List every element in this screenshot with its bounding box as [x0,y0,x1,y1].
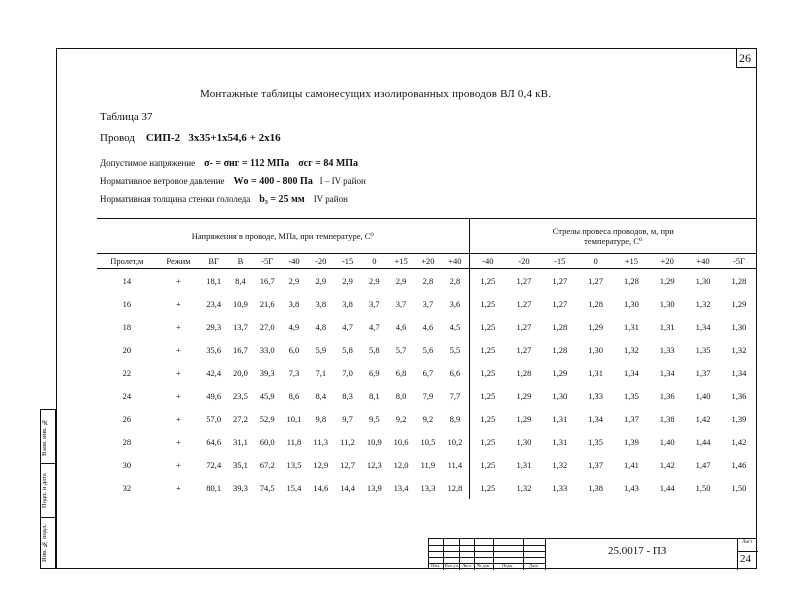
column-header: 0 [578,254,614,269]
table-cell: 1,38 [659,413,675,424]
table-cell: 3,8 [288,298,300,309]
table-cell: 1,31 [659,321,675,332]
table-cell: 74,5 [259,482,275,493]
column-header: -20 [506,254,542,269]
table-cell: 1,36 [731,390,747,401]
table-cell: 13,9 [366,482,382,493]
table-cell: 1,25 [469,338,506,361]
column-header: +20 [415,254,442,269]
table-cell: 1,34 [731,367,747,378]
table-cell: 1,30 [552,390,568,401]
table-cell: 52,9 [259,413,275,424]
table-cell: 3,6 [449,298,461,309]
stamp-label: Лист [462,563,472,568]
table-cell: 20 [122,344,132,355]
table-cell: 1,27 [516,298,532,309]
table-cell: 1,42 [659,459,675,470]
table-cell: 9,5 [369,413,380,424]
table-cell: 27,0 [259,321,275,332]
column-header: 0 [361,254,388,269]
table-cell: 1,44 [695,436,711,447]
table-cell: 1,34 [695,321,711,332]
table-cell: 1,25 [469,453,506,476]
column-header: В [227,254,254,269]
table-cell: 1,50 [731,482,747,493]
table-cell: 12,9 [313,459,329,470]
table-cell: 4,9 [288,321,300,332]
table-cell: 8,3 [342,390,353,401]
table-cell: 6,0 [288,344,300,355]
table-cell: 3,8 [315,298,327,309]
table-cell: + [176,413,181,424]
table-cell: 1,31 [623,321,639,332]
table-cell: 11,8 [286,436,302,447]
table-cell: 1,25 [469,315,506,338]
table-cell: 1,30 [695,275,711,286]
param-formula: σ- = σнг = 112 МПа [204,158,290,169]
table-cell: 21,6 [259,298,275,309]
table-cell: 8,4 [235,275,246,286]
wire-label: Провод [100,132,135,144]
table-cell: 1,28 [731,275,747,286]
table-cell: 1,39 [731,413,747,424]
table-cell: 2,9 [369,275,380,286]
wire-spec: 3х35+1х54,6 + 2х16 [188,132,281,144]
stamp-line [459,539,460,570]
table-cell: 1,27 [552,275,568,286]
table-cell: 1,25 [469,269,506,293]
table-cell: 14 [122,275,132,286]
group-header-stress-text: Напряжения в проводе, МПа, при температуре, С⁰ [191,231,374,241]
table-cell: 13,3 [420,482,436,493]
table-cell: 1,35 [695,344,711,355]
table-cell: 9,7 [342,413,353,424]
table-cell: 8,4 [315,390,327,401]
table-cell: 6,9 [369,367,380,378]
title-block [428,538,757,569]
table-cell: + [176,367,181,378]
param-extra: σсг = 84 МПа [298,158,359,169]
table-cell: 5,8 [369,344,380,355]
table-cell: 1,27 [516,275,532,286]
signature-sidebar [40,409,56,569]
column-header: ВГ [200,254,227,269]
sidebar-cell [41,410,55,464]
param-text: Нормативная толщина стенки гололеда [100,194,251,204]
table-cell: 1,32 [516,482,532,493]
table-cell: 39,3 [259,367,275,378]
table-cell: 8,6 [288,390,300,401]
table-cell: 1,25 [469,407,506,430]
table-row [97,315,757,338]
param-text: Допустимое напряжение [100,158,196,168]
stamp-line [737,539,738,570]
param-ice [100,194,348,205]
group-header-stress [97,219,469,254]
column-header: +40 [441,254,469,269]
table-row [97,384,757,407]
table-cell: 2,8 [422,275,434,286]
param-text: Нормативное ветровое давление [100,176,225,186]
column-header: Пролет,м [97,254,157,269]
column-header: -40 [281,254,308,269]
document-title: Монтажные таблицы самонесущих изолированных проводов ВЛ 0,4 кВ. [200,88,552,100]
table-cell: 45,9 [259,390,275,401]
table-cell: 35,1 [232,459,248,470]
stamp-label: № док. [477,563,491,568]
wire-type: СИП-2 [145,132,181,144]
table-cell: 4,6 [395,321,407,332]
table-cell: 39,3 [232,482,248,493]
table-row [97,430,757,453]
stamp-line [429,551,545,552]
sidebar-cell [41,518,55,568]
table-cell: 1,29 [731,298,747,309]
column-header: +20 [649,254,685,269]
param-formula: Wо = 400 - 800 Па [233,176,313,187]
table-cell: 12,8 [447,482,463,493]
table-cell: 1,32 [731,344,747,355]
table-row [97,476,757,499]
table-cell: 67,2 [259,459,275,470]
stamp-line [493,539,494,570]
table-cell: + [176,459,181,470]
table-cell: 1,34 [659,367,675,378]
table-cell: 2,9 [315,275,327,286]
table-cell: 23,5 [232,390,248,401]
table-cell: 2,9 [288,275,300,286]
table-cell: 3,7 [395,298,407,309]
table-cell: 2,9 [395,275,407,286]
table-cell: 1,25 [469,476,506,499]
table-cell: 2,8 [449,275,461,286]
table-cell: 12,3 [366,459,382,470]
stamp-line [429,545,545,546]
table-cell: 5,6 [422,344,434,355]
table-cell: 5,5 [449,344,461,355]
table-cell: 1,32 [552,459,568,470]
table-cell: 1,31 [516,459,532,470]
page-number: 26 [739,51,751,65]
sheet-number: 24 [740,553,751,565]
table-cell: 5,7 [395,344,407,355]
table-cell: 1,31 [552,436,568,447]
table-cell: 11,4 [447,459,463,470]
table-cell: + [176,298,181,309]
table-cell: 11,2 [340,436,355,447]
table-cell: 1,27 [552,298,568,309]
table-row [97,292,757,315]
stamp-label: Изм. [431,563,440,568]
table-label: Таблица 37 [100,111,153,123]
table-cell: 9,2 [395,413,407,424]
table-cell: 35,6 [206,344,222,355]
table-cell: 10,2 [447,436,463,447]
table-cell: 10,9 [232,298,248,309]
sidebar-cell [41,464,55,518]
table-cell: 23,4 [206,298,222,309]
table-cell: 1,27 [516,344,532,355]
column-header: -40 [469,254,506,269]
table-cell: + [176,390,181,401]
table-cell: 80,1 [206,482,222,493]
table-cell: 5,8 [342,344,353,355]
table-cell: 1,40 [659,436,675,447]
table-cell: 33,0 [259,344,275,355]
table-cell: 1,37 [623,413,639,424]
table-row [97,453,757,476]
table-row [97,338,757,361]
table-cell: 1,34 [623,367,639,378]
table-cell: 1,25 [469,361,506,384]
table-cell: 16,7 [232,344,248,355]
table-cell: 1,41 [623,459,639,470]
table-cell: 1,44 [659,482,675,493]
column-header: Режим [157,254,201,269]
table-cell: 1,29 [516,390,532,401]
column-header: -5Г [254,254,281,269]
table-cell: 10,9 [366,436,382,447]
table-cell: 1,27 [588,275,604,286]
stamp-label: Подп. [502,563,514,568]
table-cell: 31,1 [232,436,248,447]
table-cell: 6,7 [422,367,434,378]
column-header: -20 [307,254,334,269]
table-cell: 57,0 [206,413,222,424]
table-cell: + [176,436,181,447]
table-cell: 1,30 [659,298,675,309]
table-cell: 72,4 [206,459,222,470]
table-cell: 1,37 [695,367,711,378]
table-cell: 8,0 [395,390,407,401]
table-cell: 1,30 [588,344,604,355]
table-cell: 13,4 [393,482,409,493]
wire-line [100,132,281,144]
sidebar-label: Взам. инв. № [41,418,48,456]
table-cell: 3,8 [342,298,353,309]
table-cell: 3,7 [422,298,434,309]
table-cell: 8,1 [369,390,380,401]
sidebar-label: Подп. и дата [41,473,48,509]
column-header: +15 [388,254,415,269]
table-cell: 49,6 [206,390,222,401]
table-cell: 1,25 [469,292,506,315]
param-formula: b₃ = 25 мм [259,194,305,205]
column-header-row [97,254,757,269]
table-cell: 1,32 [623,344,639,355]
table-cell: + [176,275,181,286]
table-cell: 1,28 [623,275,639,286]
table-cell: 1,30 [516,436,532,447]
table-cell: 2,9 [342,275,353,286]
table-cell: 5,9 [315,344,327,355]
table-cell: 1,33 [659,344,675,355]
table-cell: 1,25 [469,384,506,407]
table-cell: 10,6 [393,436,409,447]
table-cell: 27,2 [232,413,248,424]
table-cell: + [176,321,181,332]
table-cell: 1,28 [588,298,604,309]
table-cell: 15,4 [286,482,302,493]
param-extra: IV район [313,194,348,204]
column-header: +40 [685,254,721,269]
table-cell: 3,7 [369,298,380,309]
stamp-line [443,539,444,570]
table-cell: 16 [122,298,132,309]
stamp-line [737,551,758,552]
table-cell: 8,9 [449,413,461,424]
table-cell: 1,34 [588,413,604,424]
table-cell: 1,33 [552,482,568,493]
table-cell: 30 [122,459,132,470]
table-cell: 1,39 [623,436,639,447]
table-cell: 4,7 [369,321,380,332]
table-row [97,361,757,384]
table-cell: + [176,344,181,355]
table-cell: 1,36 [659,390,675,401]
table-cell: 24 [122,390,132,401]
stamp-label: Кол.уч. [445,563,459,568]
table-cell: 1,42 [731,436,747,447]
table-cell: 1,30 [731,321,747,332]
table-cell: 16,7 [259,275,275,286]
table-cell: 1,29 [588,321,604,332]
table-cell: 1,28 [516,367,532,378]
table-cell: 1,46 [731,459,747,470]
param-extra: I – IV район [319,176,366,186]
group-header-sag-text: Стрелы провеса проводов, м, при температуре, С⁰ [552,226,674,246]
table-cell: 4,7 [342,321,353,332]
column-header: -5Г [721,254,757,269]
table-cell: 12,7 [340,459,355,470]
table-cell: 12,0 [393,459,409,470]
table-cell: 1,38 [588,482,604,493]
table-row [97,269,757,293]
table-cell: 13,7 [232,321,248,332]
stamp-line [545,539,546,570]
table-cell: 1,43 [623,482,639,493]
table-cell: 7,3 [288,367,300,378]
table-cell: 4,8 [315,321,327,332]
table-cell: 1,50 [695,482,711,493]
table-cell: 29,3 [206,321,222,332]
table-cell: 13,5 [286,459,302,470]
param-wind [100,176,366,187]
stamp-line [523,539,524,570]
table-cell: 1,29 [659,275,675,286]
table-cell: 1,31 [588,367,604,378]
table-cell: 1,25 [469,430,506,453]
table-cell: 32 [122,482,132,493]
table-cell: 64,6 [206,436,222,447]
table-cell: 26 [122,413,132,424]
sidebar-label: Инв. № подл. [41,524,48,562]
param-stress [100,158,358,169]
table-cell: 9,8 [315,413,327,424]
table-cell: 18 [122,321,132,332]
table-cell: 7,0 [342,367,353,378]
table-cell: 1,29 [552,367,568,378]
table-cell: 22 [122,367,132,378]
table-cell: 1,37 [588,459,604,470]
table-cell: 1,27 [516,321,532,332]
column-header: +15 [613,254,649,269]
table-cell: 11,3 [313,436,329,447]
table-cell: 1,35 [623,390,639,401]
table-cell: + [176,482,181,493]
table-cell: 1,42 [695,413,711,424]
table-cell: 20,0 [232,367,248,378]
table-cell: 1,40 [695,390,711,401]
table-cell: 10,5 [420,436,436,447]
table-cell: 28 [122,436,132,447]
column-header: -15 [334,254,361,269]
table-cell: 14,4 [340,482,355,493]
table-row [97,407,757,430]
column-header: -15 [542,254,578,269]
table-cell: 7,9 [422,390,434,401]
table-cell: 9,2 [422,413,434,424]
table-cell: 1,30 [623,298,639,309]
stamp-label: Дата [529,563,538,568]
sheet-label: Лист [742,540,753,545]
table-cell: 1,35 [588,436,604,447]
group-header-sag [469,219,757,254]
table-cell: 1,31 [552,413,568,424]
document-code: 25.0017 - ПЗ [608,545,667,557]
stamp-line [474,539,475,570]
table-cell: 6,6 [449,367,461,378]
stamp-line [429,557,545,558]
table-cell: 1,29 [516,413,532,424]
table-cell: 6,8 [395,367,407,378]
table-cell: 11,9 [420,459,436,470]
table-cell: 1,32 [695,298,711,309]
table-cell: 4,6 [422,321,434,332]
table-cell: 18,1 [206,275,222,286]
table-cell: 4,5 [449,321,461,332]
table-cell: 1,28 [552,321,568,332]
table-cell: 1,47 [695,459,711,470]
table-cell: 1,28 [552,344,568,355]
table-cell: 42,4 [206,367,222,378]
mounting-table [97,218,757,499]
table-cell: 14,6 [313,482,329,493]
table-cell: 1,33 [588,390,604,401]
table-cell: 60,0 [259,436,275,447]
table-cell: 7,1 [315,367,327,378]
table-cell: 10,1 [286,413,302,424]
table-cell: 7,7 [449,390,461,401]
